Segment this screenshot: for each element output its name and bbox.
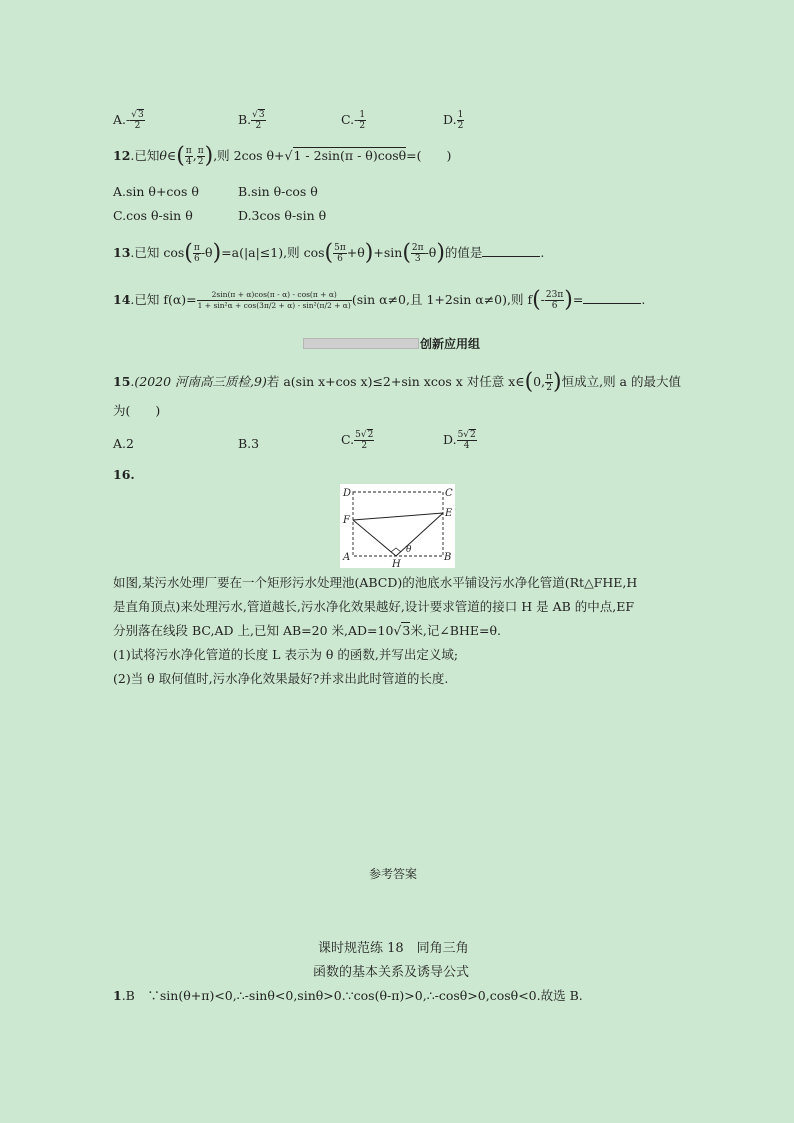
- label-b: B: [444, 552, 452, 563]
- label-f: F: [343, 515, 350, 526]
- q11-option-c: C.- $\frac{1}{2}$: [341, 110, 366, 131]
- q15-option-d: D. $\frac{5√2}{4}$: [443, 430, 476, 451]
- question-14: 14.已知 f(α)= $\frac{2\sin(\pi + \alpha)\cos(\pi - \alpha) - \cos(\pi + \alpha)}{\text{1 + sin²α + cos(3π/2 + α) - sin²(π/2 + α)}}$ (sin α≠0,且 1+2sin α≠0),则 f(- $\frac{23\pi}{6}$ )= .: [113, 287, 646, 313]
- q15-option-b: B.3: [238, 436, 260, 451]
- label-h: H: [392, 559, 401, 568]
- label-e: E: [445, 508, 453, 519]
- section-bar: [303, 338, 419, 349]
- q12-option-a: A.sin θ+cos θ: [113, 184, 199, 199]
- section-title: 创新应用组: [420, 337, 481, 351]
- geometry-figure: [340, 484, 455, 568]
- label-a: A: [343, 552, 351, 563]
- answer-blank: [583, 293, 641, 304]
- question-13: 13.已知 cos( $\frac{\pi}{6}$ -θ)=a(|a|≤1),则 cos( $\frac{5\pi}{6}$ +θ)+sin( $\frac{2\pi}{3}$ -θ)的值是 .: [113, 240, 545, 266]
- question-16-number: 16.: [113, 467, 135, 482]
- answer-blank: [482, 246, 540, 257]
- q11-option-a: A.- $\frac{√3}{2}$: [113, 110, 144, 131]
- question-16-text: 如图,某污水处理厂要在一个矩形污水处理池(ABCD)的池底水平铺设污水净化管道(Rt△FHE,H 是直角顶点)来处理污水,管道越长,污水净化效果越好,设计要求管道的接口 H 是 AB 的中点,EF 分别落在线段 BC,AD 上,已知 AB=20 米,AD=10√3米,记∠BHE=θ. (1)试将污水净化管道的长度 L 表示为 θ 的函数,并写出定义域; (2)当 θ 取何值时,污水净化效果最好?并求出此时管道的长度.: [113, 575, 638, 686]
- question-15-line2: 为( ): [113, 403, 161, 418]
- q15-option-a: A.2: [113, 436, 134, 451]
- q11-option-d: D. $\frac{1}{2}$: [443, 110, 464, 131]
- q12-option-d: D.3cos θ-sin θ: [238, 208, 327, 223]
- label-c: C: [445, 488, 453, 499]
- lesson-title-line1: 课时规范练 18 同角三角: [318, 941, 469, 956]
- question-12: 12.已知θ∈( $\frac{\pi}{4}$ , $\frac{\pi}{2}$ ),则 2cos θ+√1 - 2sin(π - θ)cosθ=( ): [113, 143, 452, 169]
- label-theta: θ: [406, 545, 412, 555]
- question-15: 15.(2020 河南高三质检,9)若 a(sin x+cos x)≤2+sin xcos x 对任意 x∈(0, $\frac{\pi}{2}$ )恒成立,则 a 的最大值: [113, 369, 681, 395]
- q15-option-c: C. $\frac{5√2}{2}$: [341, 430, 374, 451]
- label-d: D: [343, 488, 352, 499]
- lesson-title-line2: 函数的基本关系及诱导公式: [313, 965, 470, 980]
- q12-option-b: B.sin θ-cos θ: [238, 184, 318, 199]
- q11-option-b: B. $\frac{√3}{2}$: [238, 110, 265, 131]
- q12-option-c: C.cos θ-sin θ: [113, 208, 193, 223]
- answer-1: 1.B ∵sin(θ+π)<0,∴-sinθ<0,sinθ>0.∵cos(θ-π)>0,∴-cosθ>0,cosθ<0.故选 B.: [113, 988, 583, 1003]
- answers-title: 参考答案: [369, 867, 418, 881]
